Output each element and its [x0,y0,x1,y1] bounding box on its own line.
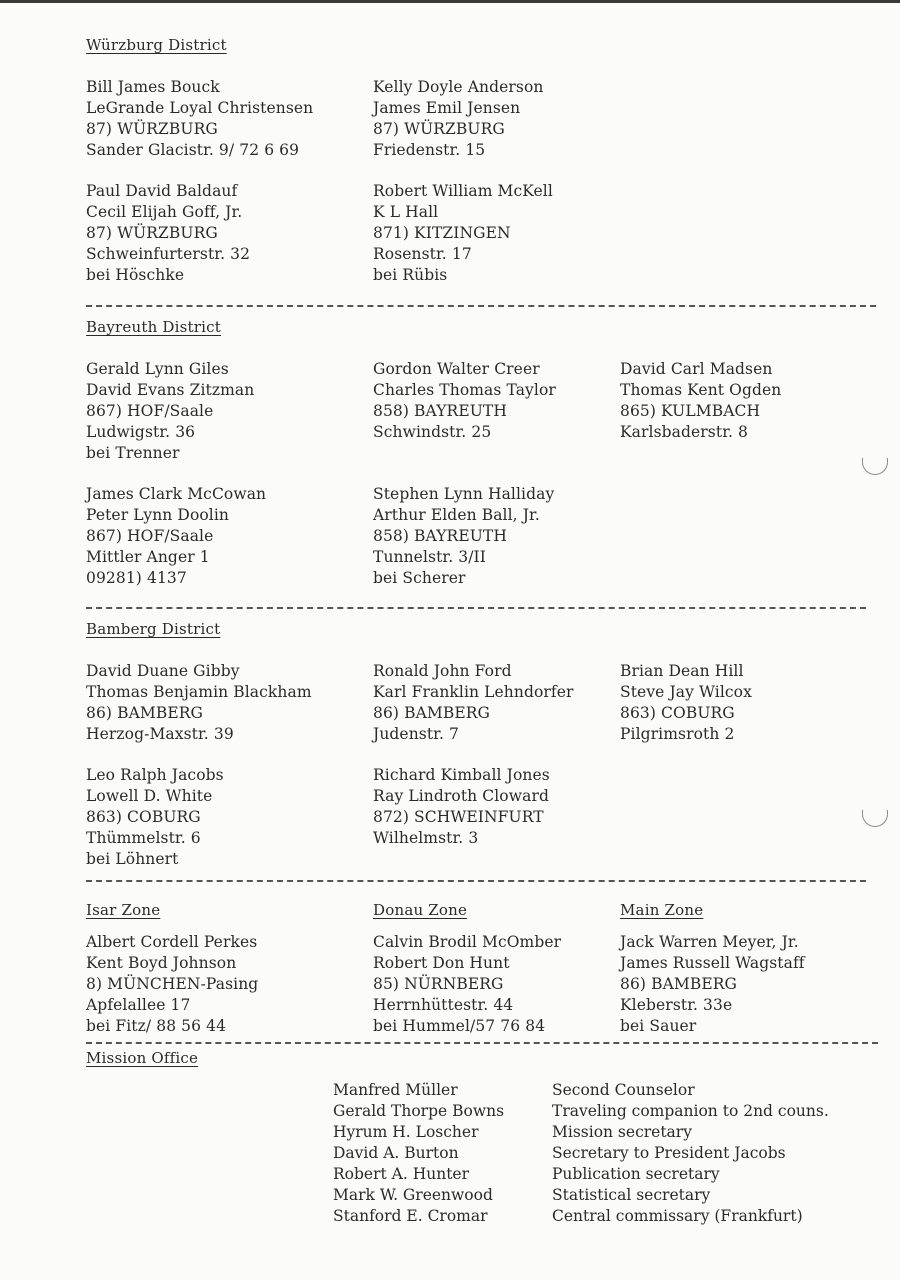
punch-hole-mark [862,458,888,475]
wurzburg-entry-3 [86,181,250,286]
entry-line: Calvin Brodil McOmber [373,933,562,951]
entry-line: Paul David Baldauf [86,182,238,200]
entry-line: 87) WÜRZBURG [373,120,505,138]
office-person-name: Mark W. Greenwood [333,1186,493,1204]
office-person-role: Central commissary (Frankfurt) [552,1207,803,1225]
entry-line: David Carl Madsen [620,360,773,378]
punch-hole-mark [862,810,888,827]
entry-line: 867) HOF/Saale [86,402,214,420]
entry-line: 872) SCHWEINFURT [373,808,544,826]
entry-line: K L Hall [373,203,439,221]
entry-line: Gordon Walter Creer [373,360,540,378]
entry-line: David Duane Gibby [86,662,240,680]
entry-line: 867) HOF/Saale [86,527,214,545]
entry-line: Robert William McKell [373,182,553,200]
bayreuth-entry-1 [86,359,254,464]
entry-line: 87) WÜRZBURG [86,224,218,242]
entry-line: Karl Franklin Lehndorfer [373,683,574,701]
entry-line: LeGrande Loyal Christensen [86,99,314,117]
entry-line: Pilgrimsroth 2 [620,725,735,743]
entry-line: Robert Don Hunt [373,954,510,972]
entry-line: 86) BAMBERG [373,704,491,722]
entry-line: Leo Ralph Jacobs [86,766,224,784]
entry-line: Wilhelmstr. 3 [373,829,479,847]
entry-line: 863) COBURG [86,808,201,826]
entry-line: bei Fitz/ 88 56 44 [86,1017,227,1035]
bamberg-district-heading: Bamberg District [86,620,221,638]
entry-line: Albert Cordell Perkes [86,933,258,951]
bayreuth-entry-5 [373,484,554,589]
bamberg-entry-2 [373,661,574,745]
entry-line: Herzog-Maxstr. 39 [86,725,234,743]
entry-line: bei Sauer [620,1017,697,1035]
entry-line: Ronald John Ford [373,662,512,680]
entry-line: Cecil Elijah Goff, Jr. [86,203,243,221]
donau-zone-entry [373,932,561,1037]
entry-line: Bill James Bouck [86,78,220,96]
office-person-role: Traveling companion to 2nd couns. [552,1102,829,1120]
entry-line: James Clark McCowan [86,485,267,503]
entry-line: Schweinfurterstr. 32 [86,245,251,263]
entry-line: 863) COBURG [620,704,735,722]
bayreuth-entry-2 [373,359,556,443]
entry-line: Rosenstr. 17 [373,245,472,263]
entry-line: 09281) 4137 [86,569,187,587]
entry-line: Kent Boyd Johnson [86,954,237,972]
office-person-name: Hyrum H. Loscher [333,1123,479,1141]
entry-line: Gerald Lynn Giles [86,360,229,378]
entry-line: Thomas Benjamin Blackham [86,683,312,701]
section-divider [86,607,866,609]
office-person-name: Manfred Müller [333,1081,458,1099]
entry-line: bei Löhnert [86,850,179,868]
isar-zone-entry [86,932,258,1037]
entry-line: Brian Dean Hill [620,662,744,680]
entry-line: Lowell D. White [86,787,213,805]
entry-line: bei Scherer [373,569,466,587]
bamberg-entry-4 [86,765,224,870]
entry-line: 858) BAYREUTH [373,402,507,420]
entry-line: bei Höschke [86,266,185,284]
entry-line: bei Trenner [86,444,180,462]
entry-line: Herrnhüttestr. 44 [373,996,514,1014]
entry-line: Karlsbaderstr. 8 [620,423,749,441]
entry-line: Ray Lindroth Cloward [373,787,549,805]
office-person-name: Robert A. Hunter [333,1165,470,1183]
entry-line: Ludwigstr. 36 [86,423,196,441]
entry-line: Apfelallee 17 [86,996,191,1014]
office-person-role: Secretary to President Jacobs [552,1144,786,1162]
entry-line: Thümmelstr. 6 [86,829,201,847]
main-zone-heading: Main Zone [620,901,704,919]
office-person-name: David A. Burton [333,1144,459,1162]
entry-line: 865) KULMBACH [620,402,761,420]
entry-line: James Russell Wagstaff [620,954,805,972]
entry-line: David Evans Zitzman [86,381,255,399]
entry-line: 86) BAMBERG [620,975,738,993]
office-person-role: Mission secretary [552,1123,692,1141]
entry-line: Mittler Anger 1 [86,548,210,566]
donau-zone-heading: Donau Zone [373,901,468,919]
entry-line: Schwindstr. 25 [373,423,492,441]
office-person-name: Stanford E. Cromar [333,1207,488,1225]
isar-zone-heading: Isar Zone [86,901,161,919]
entry-line: 8) MÜNCHEN-Pasing [86,975,259,993]
entry-line: Kelly Doyle Anderson [373,78,544,96]
entry-line: bei Hummel/57 76 84 [373,1017,546,1035]
entry-line: Friedenstr. 15 [373,141,486,159]
section-divider [86,880,866,882]
office-person-role: Statistical secretary [552,1186,711,1204]
entry-line: Kleberstr. 33e [620,996,733,1014]
bamberg-entry-5 [373,765,550,849]
section-divider [86,1042,878,1044]
entry-line: 85) NÜRNBERG [373,975,504,993]
entry-line: James Emil Jensen [373,99,521,117]
bayreuth-entry-4 [86,484,266,589]
bamberg-entry-1 [86,661,312,745]
entry-line: Sander Glacistr. 9/ 72 6 69 [86,141,300,159]
wurzburg-entry-2 [373,77,543,161]
entry-line: 86) BAMBERG [86,704,204,722]
entry-line: Tunnelstr. 3/II [373,548,486,566]
entry-line: Judenstr. 7 [373,725,459,743]
entry-line: Arthur Elden Ball, Jr. [373,506,540,524]
mission-office-heading: Mission Office [86,1049,199,1067]
office-person-name: Gerald Thorpe Bowns [333,1102,505,1120]
office-person-role: Second Counselor [552,1081,695,1099]
entry-line: Charles Thomas Taylor [373,381,556,399]
wurzburg-entry-1 [86,77,313,161]
office-person-role: Publication secretary [552,1165,720,1183]
entry-line: bei Rübis [373,266,448,284]
entry-line: Steve Jay Wilcox [620,683,752,701]
wurzburg-district-heading: Würzburg District [86,36,227,54]
entry-line: Peter Lynn Doolin [86,506,230,524]
entry-line: Richard Kimball Jones [373,766,550,784]
main-zone-entry [620,932,805,1037]
section-divider [86,305,876,307]
entry-line: Thomas Kent Ogden [620,381,782,399]
entry-line: 871) KITZINGEN [373,224,511,242]
entry-line: Stephen Lynn Halliday [373,485,555,503]
entry-line: Jack Warren Meyer, Jr. [620,933,799,951]
entry-line: 87) WÜRZBURG [86,120,218,138]
bamberg-entry-3 [620,661,752,745]
bayreuth-entry-3 [620,359,781,443]
wurzburg-entry-4 [373,181,553,286]
entry-line: 858) BAYREUTH [373,527,507,545]
bayreuth-district-heading: Bayreuth District [86,318,221,336]
